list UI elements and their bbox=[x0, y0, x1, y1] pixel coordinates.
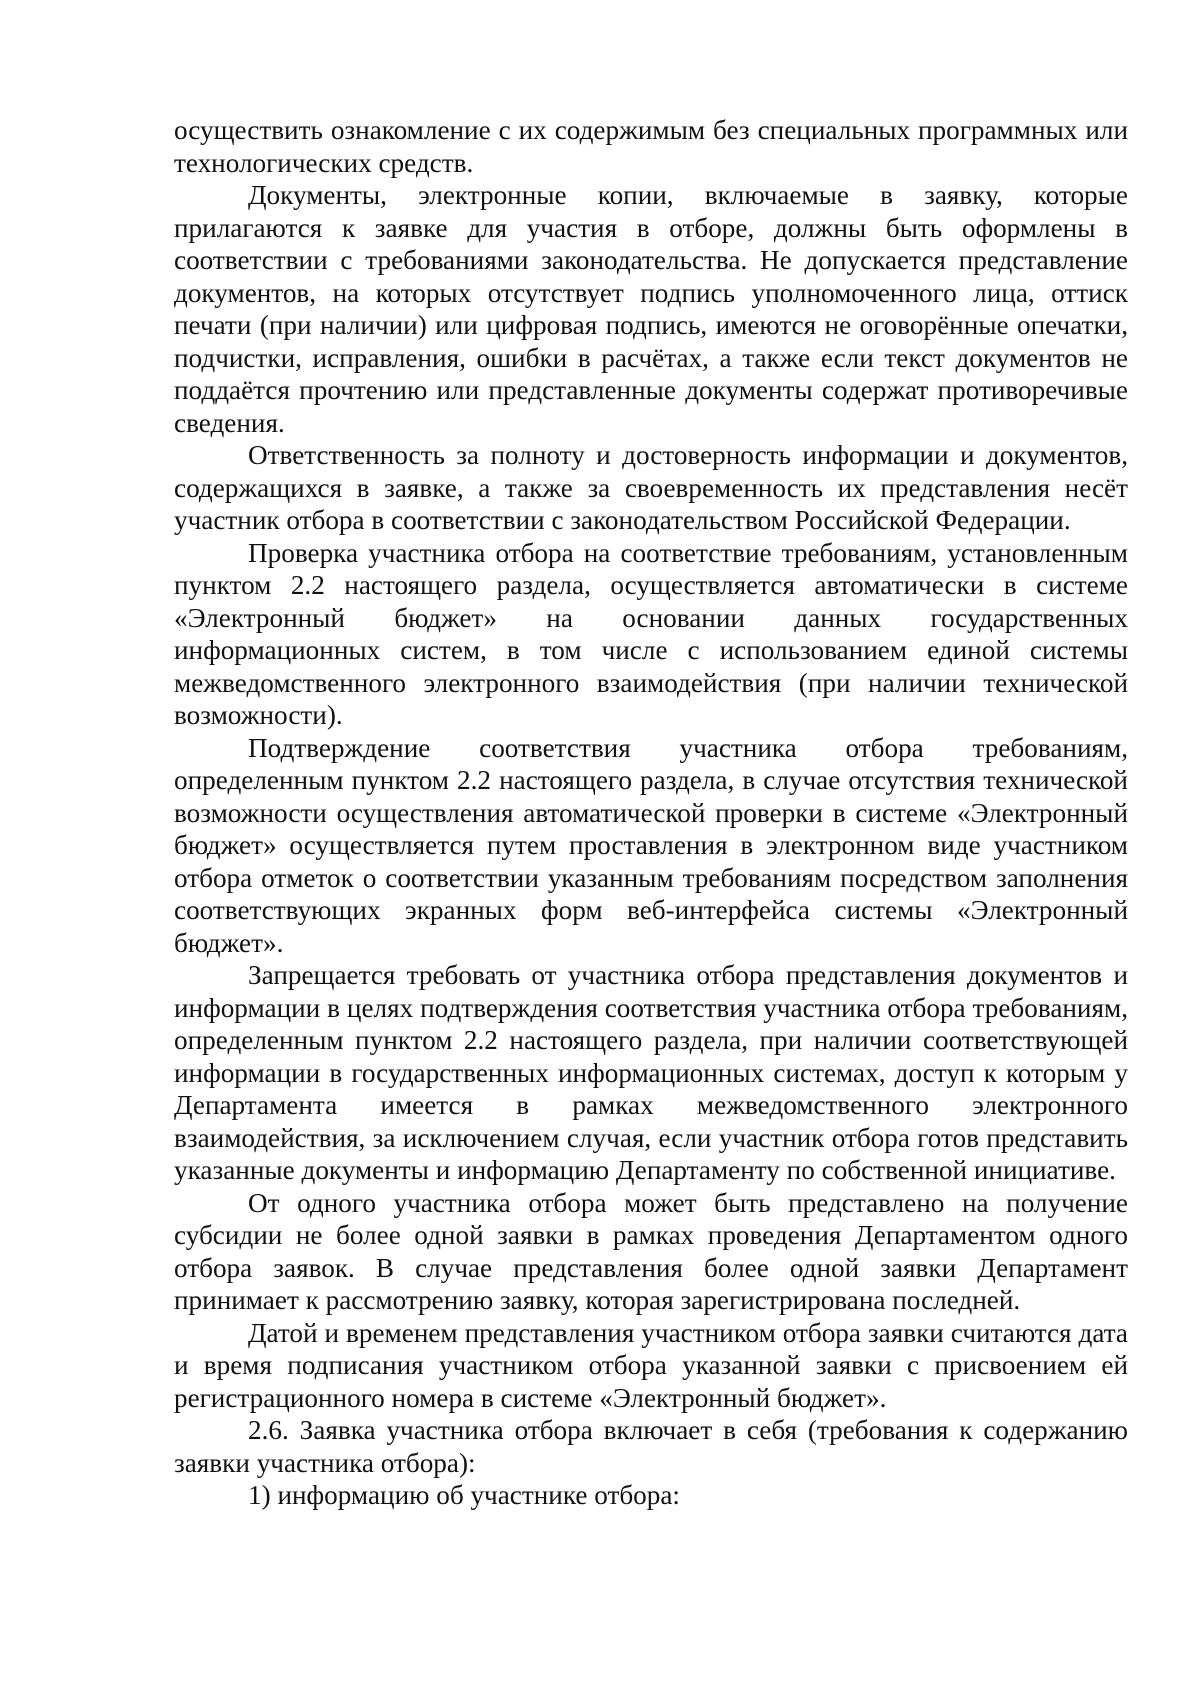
paragraph-confirmation: Подтверждение соответствия участника отбора требованиям, определенным пунктом 2.2 настоящего раздела, в случае отсутствия технической возможности осуществления автоматической проверки в системе «Электронный бюджет» осуществляется путем проставления в электронном виде участником отбора отметок о соответствии указанным требованиям посредством заполнения соответствующих экранных форм веб-интерфейса системы «Электронный бюджет». bbox=[174, 732, 1128, 958]
paragraph-documents-requirements: Документы, электронные копии, включаемые в заявку, которые прилагаются к заявке для участия в отборе, должны быть оформлены в соответствии с требованиями законодательства. Не допускается представление документов, на которых отсутствует подпись уполномоченного лица, оттиск печати (при наличии) или цифровая подпись, имеются не оговорённые опечатки, подчистки, исправления, ошибки в расчётах, а также если текст документов не поддаётся прочтению или представленные документы содержат противоречивые сведения. bbox=[174, 180, 1128, 438]
paragraph-list-item-1: 1) информацию об участнике отбора: bbox=[248, 1480, 680, 1510]
paragraph-continuation: осуществить ознакомление с их содержимым без специальных программных или технологических средств. bbox=[174, 115, 1128, 178]
paragraph-automatic-check: Проверка участника отбора на соответствие требованиям, установленным пунктом 2.2 настоящего раздела, осуществляется автоматически в системе «Электронный бюджет» на основании данных государственных информационных систем, в том числе с использованием единой системы межведомственного электронного взаимодействия (при наличии технической возможности). bbox=[174, 537, 1128, 730]
paragraph-one-application: От одного участника отбора может быть представлено на получение субсидии не более одной заявки в рамках проведения Департаментом одного отбора заявок. В случае представления более одной заявки Департамент принимает к рассмотрению заявку, которая зарегистрирована последней. bbox=[174, 1187, 1128, 1315]
paragraph-section-2-6: 2.6. Заявка участника отбора включает в себя (требования к содержанию заявки участника отбора): bbox=[174, 1415, 1128, 1478]
paragraph-submission-date: Датой и временем представления участником отбора заявки считаются дата и время подписания участником отбора указанной заявки с присвоением ей регистрационного номера в системе «Электронный бюджет». bbox=[174, 1317, 1128, 1413]
paragraph-prohibition: Запрещается требовать от участника отбора представления документов и информации в целях подтверждения соответствия участника отбора требованиям, определенным пунктом 2.2 настоящего раздела, при наличии соответствующей информации в государственных информационных системах, доступ к которым у Департамента имеется в рамках межведомственного электронного взаимодействия, за исключением случая, если участник отбора готов представить указанные документы и информацию Департаменту по собственной инициативе. bbox=[174, 960, 1128, 1185]
document-body bbox=[174, 114, 1128, 1512]
paragraph-responsibility: Ответственность за полноту и достоверность информации и документов, содержащихся в заявке, а также за своевременность их представления несёт участник отбора в соответствии с законодательством Российской Федерации. bbox=[174, 440, 1128, 535]
